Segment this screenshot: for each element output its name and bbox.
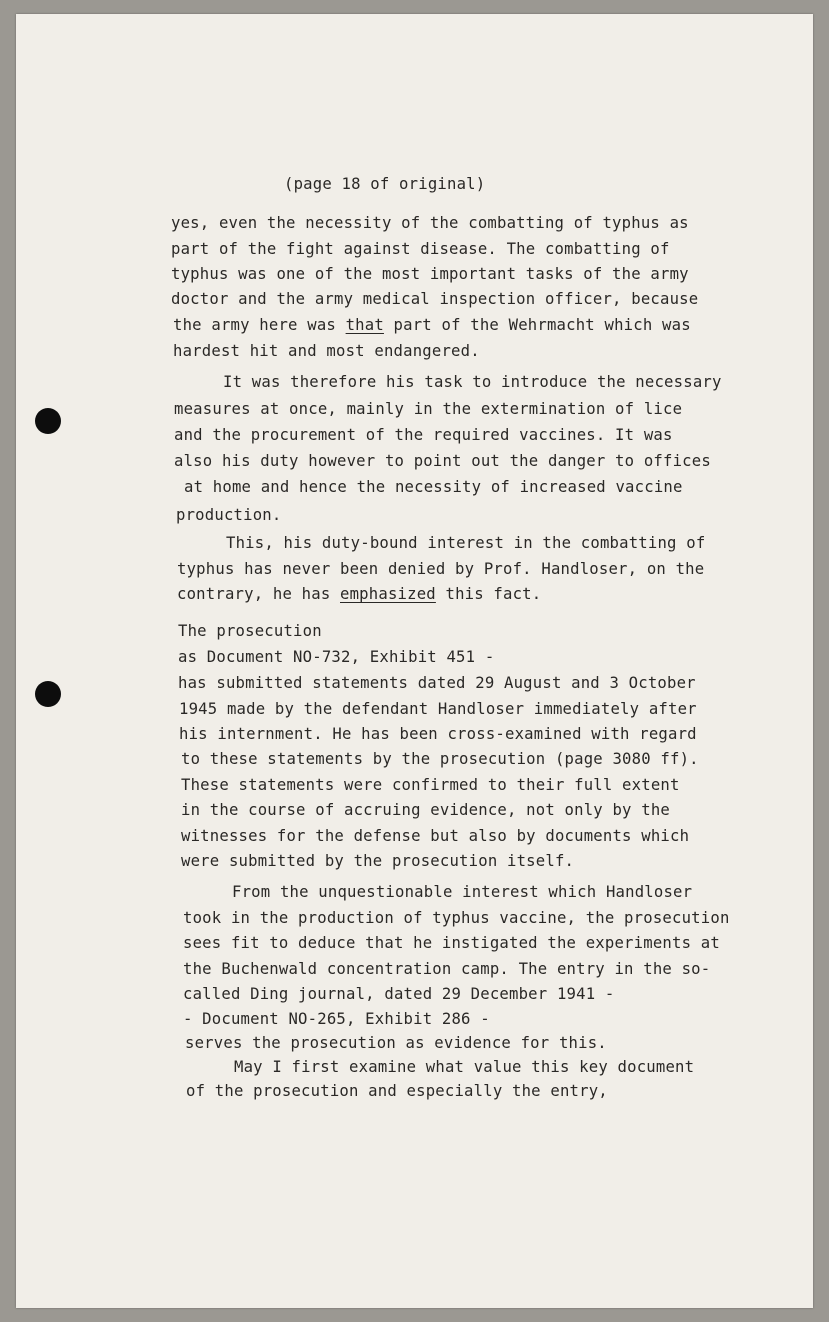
text-line [173,318,691,334]
text-line: at home and hence the necessity of increased vaccine [184,478,683,496]
document-page [16,14,813,1308]
page-note: (page 18 of original) [284,175,486,193]
text-line: The prosecution [178,622,322,640]
text-line: as Document NO-732, Exhibit 451 - [178,648,495,666]
text-line: These statements were confirmed to their full extent [181,776,680,794]
text-line: and the procurement of the required vaccines. It was [174,426,673,444]
text-line: typhus has never been denied by Prof. Handloser, on the [177,560,705,578]
text-line: doctor and the army medical inspection officer, because [171,290,699,308]
text-line: in the course of accruing evidence, not only by the [181,801,670,819]
text-line: It was therefore his task to introduce the necessary [223,373,722,391]
text-line: his internment. He has been cross-examined with regard [179,725,697,743]
text-line [177,587,541,603]
text-line: the Buchenwald concentration camp. The entry in the so- [183,960,711,978]
punch-hole-top [35,408,61,434]
text-line: production. [176,506,282,524]
text-line: sees fit to deduce that he instigated the experiments at [183,934,720,952]
text-line: witnesses for the defense but also by documents which [181,827,690,845]
text-line: were submitted by the prosecution itself. [181,852,575,870]
text-line: took in the production of typhus vaccine, the prosecution [183,909,730,927]
underlined-word: emphasized [340,585,436,603]
text-line: has submitted statements dated 29 August and 3 October [178,674,696,692]
text-line: also his duty however to point out the danger to offices [174,452,711,470]
text-run: contrary, he has [177,585,340,603]
text-line: From the unquestionable interest which Handloser [232,883,693,901]
text-line: yes, even the necessity of the combatting of typhus as [171,214,689,232]
text-line: typhus was one of the most important tasks of the army [171,265,689,283]
text-line: This, his duty-bound interest in the combatting of [226,534,706,552]
text-run: this fact. [435,585,542,603]
text-line: measures at once, mainly in the extermination of lice [174,400,683,418]
text-line: part of the fight against disease. The combatting of [171,240,670,258]
text-line: - Document NO-265, Exhibit 286 - [183,1010,490,1028]
text-line: of the prosecution and especially the entry, [186,1082,608,1100]
text-run: the army here was [173,316,346,334]
text-line: serves the prosecution as evidence for this. [185,1034,607,1052]
text-run: part of the Wehrmacht which was [383,316,691,334]
text-line: called Ding journal, dated 29 December 1941 - [183,985,615,1003]
punch-hole-bottom [35,681,61,707]
text-line: hardest hit and most endangered. [173,342,480,360]
underlined-word: that [345,316,384,334]
text-line: May I first examine what value this key document [234,1058,695,1076]
text-line: to these statements by the prosecution (page 3080 ff). [181,750,699,768]
text-line: 1945 made by the defendant Handloser immediately after [179,700,697,718]
